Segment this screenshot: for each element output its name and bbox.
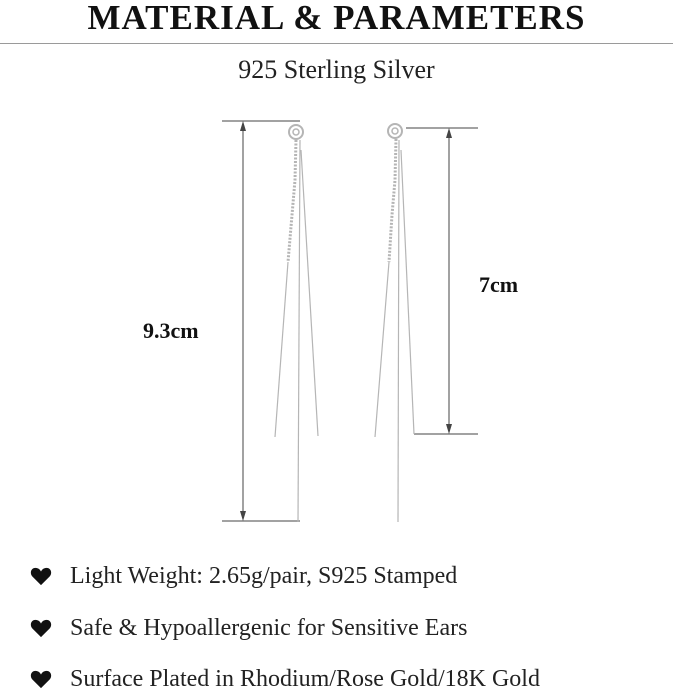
total-length-label: 9.3cm xyxy=(143,318,199,343)
material-subtitle: 925 Sterling Silver xyxy=(238,55,435,84)
feature-item xyxy=(30,610,670,646)
page-title: MATERIAL & PARAMETERS xyxy=(87,0,586,37)
feature-item xyxy=(30,661,670,697)
feature-text: Light Weight: 2.65g/pair, S925 Stamped xyxy=(70,562,458,589)
total-length-dimension xyxy=(222,121,300,521)
heart-icon xyxy=(30,669,52,689)
left-earring xyxy=(275,125,318,522)
feature-item xyxy=(30,558,670,594)
title-divider xyxy=(0,43,673,44)
right-earring xyxy=(375,124,414,522)
earrings-illustration xyxy=(0,110,673,530)
heart-icon xyxy=(30,618,52,638)
heart-icon xyxy=(30,566,52,586)
chain-length-dimension xyxy=(406,128,478,434)
feature-text: Surface Plated in Rhodium/Rose Gold/18K Gold xyxy=(70,665,540,692)
chain-length-label: 7cm xyxy=(479,272,519,297)
feature-text: Safe & Hypoallergenic for Sensitive Ears xyxy=(70,614,468,641)
